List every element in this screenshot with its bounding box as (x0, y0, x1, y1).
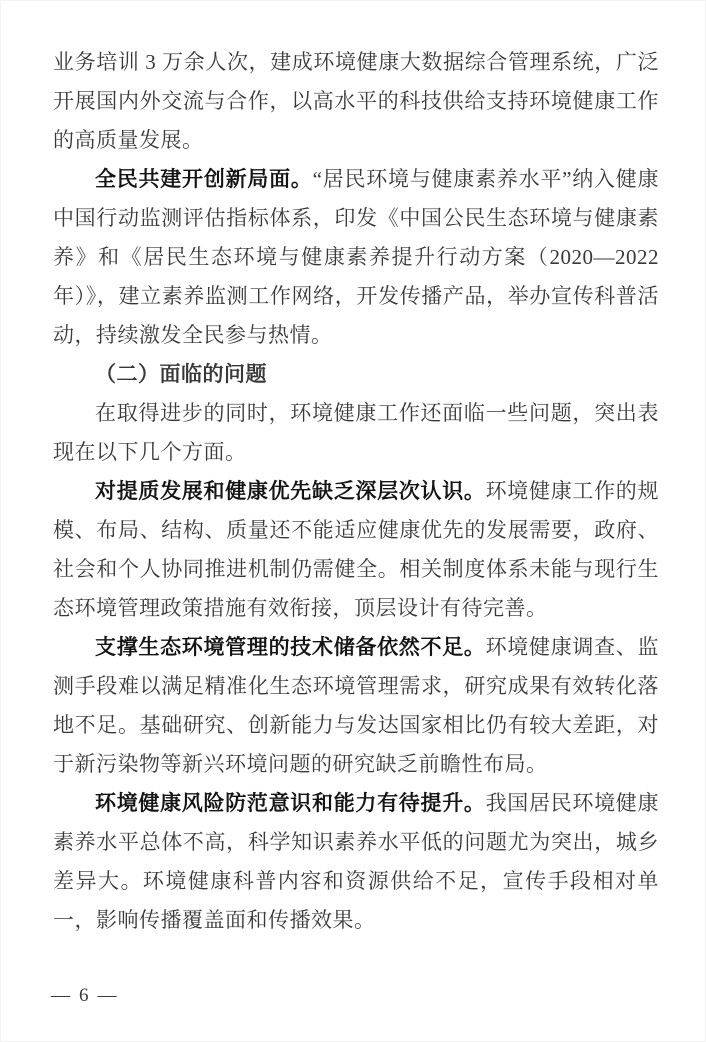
paragraph-text: “居民环境与健康素养水平”纳入健康中国行动监测评估指标体系，印发《中国公民生态环境与健康素养》和《居民生态环境与健康素养提升行动方案（2020—2022 年）》，建立素养监测工作网络，开发传播产品，举办宣传科普活动，持续激发全民参与热情。 (53, 167, 660, 347)
section-heading-text: （二）面临的问题 (95, 363, 267, 386)
paragraph (53, 784, 659, 940)
paragraph-text: 业务培训 3 万余人次，建成环境健康大数据综合管理系统，广泛开展国内外交流与合作，以高水平的科技供给支持环境健康工作的高质量发展。 (53, 50, 659, 152)
paragraph (53, 394, 659, 472)
page-number: 6 (79, 985, 89, 1006)
paragraph-text: 我国居民环境健康素养水平总体不高，科学知识素养水平低的问题尤为突出，城乡差异大。环境健康科普内容和资源供给不足，宣传手段相对单一，影响传播覆盖面和传播效果。 (53, 791, 660, 932)
paragraph-text: 在取得进步的同时，环境健康工作还面临一些问题，突出表现在以下几个方面。 (53, 401, 659, 464)
section-heading (53, 355, 659, 394)
paragraph-lead-bold: 支撑生态环境管理的技术储备依然不足。 (95, 636, 486, 659)
document-body (53, 43, 659, 940)
paragraph-text: 环境健康调查、监测手段难以满足精准化生态环境管理需求，研究成果有效转化落地不足。基础研究、创新能力与发达国家相比仍有较大差距，对于新污染物等新兴环境问题的研究缺乏前瞻性布局。 (53, 635, 660, 776)
footer-dash-left: — (51, 985, 70, 1006)
paragraph-lead-bold: 环境健康风险防范意识和能力有待提升。 (95, 792, 486, 815)
paragraph (53, 628, 659, 784)
paragraph-lead-bold: 对提质发展和健康优先缺乏深层次认识。 (95, 480, 486, 503)
page-footer (51, 985, 117, 1007)
paragraph-text: 环境健康工作的规模、布局、结构、质量还不能适应健康优先的发展需要，政府、社会和个人协同推进机制仍需健全。相关制度体系未能与现行生态环境管理政策措施有效衔接，顶层设计有待完善。 (53, 479, 660, 620)
paragraph (53, 160, 659, 355)
paragraph (53, 43, 659, 160)
paragraph (53, 472, 659, 628)
footer-dash-right: — (97, 985, 117, 1006)
paragraph-lead-bold: 全民共建开创新局面。 (95, 168, 313, 191)
